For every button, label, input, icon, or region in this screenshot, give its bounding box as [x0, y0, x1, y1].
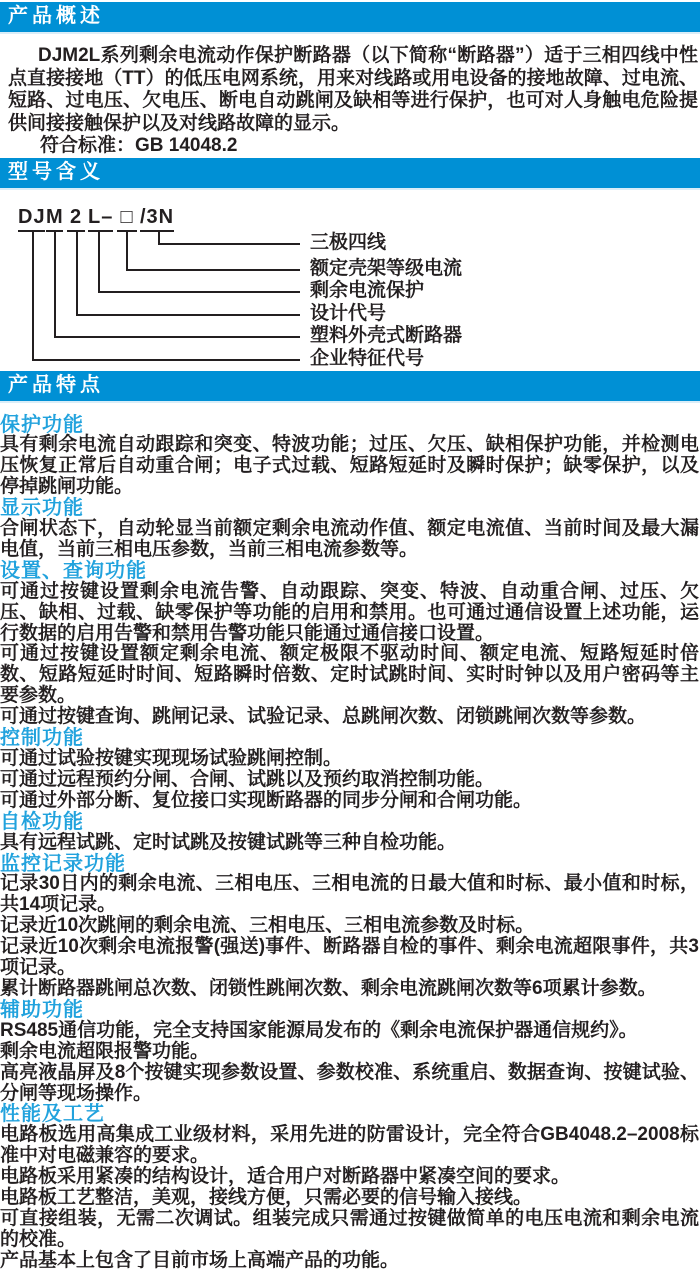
- model-meaning-label: 塑料外壳式断路器: [310, 324, 463, 346]
- feature-paragraph: 剩余电流超限报警功能。: [0, 1040, 210, 1062]
- model-code-part: M: [46, 207, 63, 232]
- model-code-part: L–: [88, 207, 113, 232]
- overview-paragraph: DJM2L系列剩余电流动作保护断路器（以下简称“断路器”）适于三相四线中性点直接接地（TT）的低压电网系统，用来对线路或用电设备的接地故障、过电流、短路、过电压、欠电压、断电自动跳闸及缺相等进行保护，也可对人身触电危险提供间接接触保护以及对线路故障的显示。: [8, 45, 698, 134]
- overview-standard-line: 符合标准：GB 14048.2: [40, 135, 238, 156]
- model-code-part: 2: [67, 207, 85, 232]
- feature-paragraph: 合闸状态下，自动轮显当前额定剩余电流动作值、额定电流值、当前时间及最大漏电值，当前三相电压参数，当前三相电流参数等。: [0, 518, 699, 560]
- features-list: [0, 415, 700, 1272]
- feature-paragraph: 高亮液晶屏及8个按键实现参数设置、参数校准、系统重启、数据查询、按键试验、分闸等现场操作。: [0, 1061, 699, 1104]
- section-bar-overview-label: 产品概述: [8, 5, 104, 27]
- section-bar-model: [0, 158, 700, 190]
- feature-paragraph: 具有剩余电流自动跟踪和突变、特波功能；过压、欠压、缺相保护功能，并检测电压恢复正常后自动重合闸；电子式过载、短路短延时及瞬时保护；缺零保护，以及停掉跳闸功能。: [0, 434, 699, 498]
- feature-paragraph: 电路板工艺整洁，美观，接线方便，只需必要的信号输入接线。: [0, 1187, 533, 1209]
- model-meaning-label: 额定壳架等级电流: [310, 257, 463, 279]
- model-connector-vline: [76, 231, 78, 314]
- feature-heading: 辅助功能: [0, 998, 84, 1021]
- feature-paragraph: 可通过按键设置额定剩余电流、额定极限不驱动时间、额定电流、短路短延时倍数、短路短延时时间、短路瞬时倍数、定时试跳时间、实时时钟以及用户密码等主要参数。: [0, 643, 699, 707]
- model-connector-hline: [98, 291, 300, 293]
- feature-paragraph: 记录30日内的剩余电流、三相电压、三相电流的日最大值和时标、最小值和时标，共14项记录。: [0, 873, 699, 916]
- model-connector-vline: [54, 231, 56, 336]
- model-meaning-label: 剩余电流保护: [310, 279, 425, 301]
- feature-heading: 自检功能: [0, 810, 84, 833]
- feature-paragraph: 记录近10次剩余电流报警(强送)事件、断路器自检的事件、剩余电流超限事件，共3项记录。: [0, 936, 699, 979]
- feature-heading: 设置、查询功能: [0, 559, 147, 582]
- model-meaning-label: 设计代号: [310, 302, 387, 324]
- model-code-part: /3N: [140, 207, 174, 232]
- feature-paragraph: RS485通信功能，完全支持国家能源局发布的《剩余电流保护器通信规约》。: [0, 1019, 638, 1041]
- feature-heading: 保护功能: [0, 413, 84, 436]
- model-connector-hline: [158, 243, 300, 245]
- feature-paragraph: 可通过按键设置剩余电流告警、自动跟踪、突变、特波、自动重合闸、过压、欠压、缺相、过载、缺零保护等功能的启用和禁用。也可通过通信设置上述功能，运行数据的启用告警和禁用告警功能只能通过通信接口设置。: [0, 580, 699, 644]
- feature-paragraph: 累计断路器跳闸总次数、闭锁性跳闸次数、剩余电流跳闸次数等6项累计参数。: [0, 977, 657, 999]
- feature-paragraph: 具有远程试跳、定时试跳及按键试跳等三种自检功能。: [0, 831, 457, 853]
- feature-heading: 显示功能: [0, 497, 84, 520]
- model-connector-vline: [126, 231, 128, 269]
- model-code-part: □: [117, 207, 137, 232]
- model-connector-vline: [158, 231, 160, 243]
- model-connector-hline: [32, 359, 300, 361]
- feature-paragraph: 可通过远程预约分闸、合闸、试跳以及预约取消控制功能。: [0, 768, 495, 790]
- model-meaning-label: 企业特征代号: [310, 347, 425, 369]
- feature-paragraph: 电路板采用紧凑的结构设计，适合用户对断路器中紧凑空间的要求。: [0, 1166, 571, 1188]
- section-bar-features: [0, 371, 700, 403]
- section-bar-overview: [0, 2, 700, 34]
- feature-paragraph: 可通过按键查询、跳闸记录、试验记录、总跳闸次数、闭锁跳闸次数等参数。: [0, 706, 647, 728]
- model-connector-hline: [76, 314, 300, 316]
- feature-paragraph: 可直接组装，无需二次调试。组装完成只需通过按键做简单的电压电流和剩余电流的校准。: [0, 1207, 699, 1250]
- model-code-part: DJ: [18, 207, 45, 232]
- model-connector-hline: [54, 336, 300, 338]
- feature-paragraph: 可通过外部分断、复位接口实现断路器的同步分闸和合闸功能。: [0, 789, 533, 811]
- feature-heading: 监控记录功能: [0, 852, 126, 875]
- catalog-page: [0, 2, 700, 1271]
- feature-heading: 性能及工艺: [0, 1103, 105, 1126]
- model-connector-vline: [98, 231, 100, 291]
- model-connector-hline: [126, 269, 300, 271]
- feature-paragraph: 产品基本上包含了目前市场上高端产品的功能。: [0, 1249, 400, 1271]
- feature-paragraph: 电路板选用高集成工业级材料，采用先进的防雷设计，完全符合GB4048.2–2008标准中对电磁兼容的要求。: [0, 1124, 699, 1167]
- model-meaning-label: 三极四线: [310, 231, 387, 253]
- feature-paragraph: 可通过试验按键实现现场试验跳闸控制。: [0, 748, 343, 769]
- section-bar-model-label: 型号含义: [8, 160, 104, 183]
- model-connector-vline: [32, 231, 34, 359]
- model-diagram: [0, 207, 700, 371]
- feature-heading: 控制功能: [0, 727, 84, 750]
- feature-paragraph: 记录近10次跳闸的剩余电流、三相电压、三相电流参数及时标。: [0, 915, 535, 937]
- section-bar-features-label: 产品特点: [8, 373, 104, 396]
